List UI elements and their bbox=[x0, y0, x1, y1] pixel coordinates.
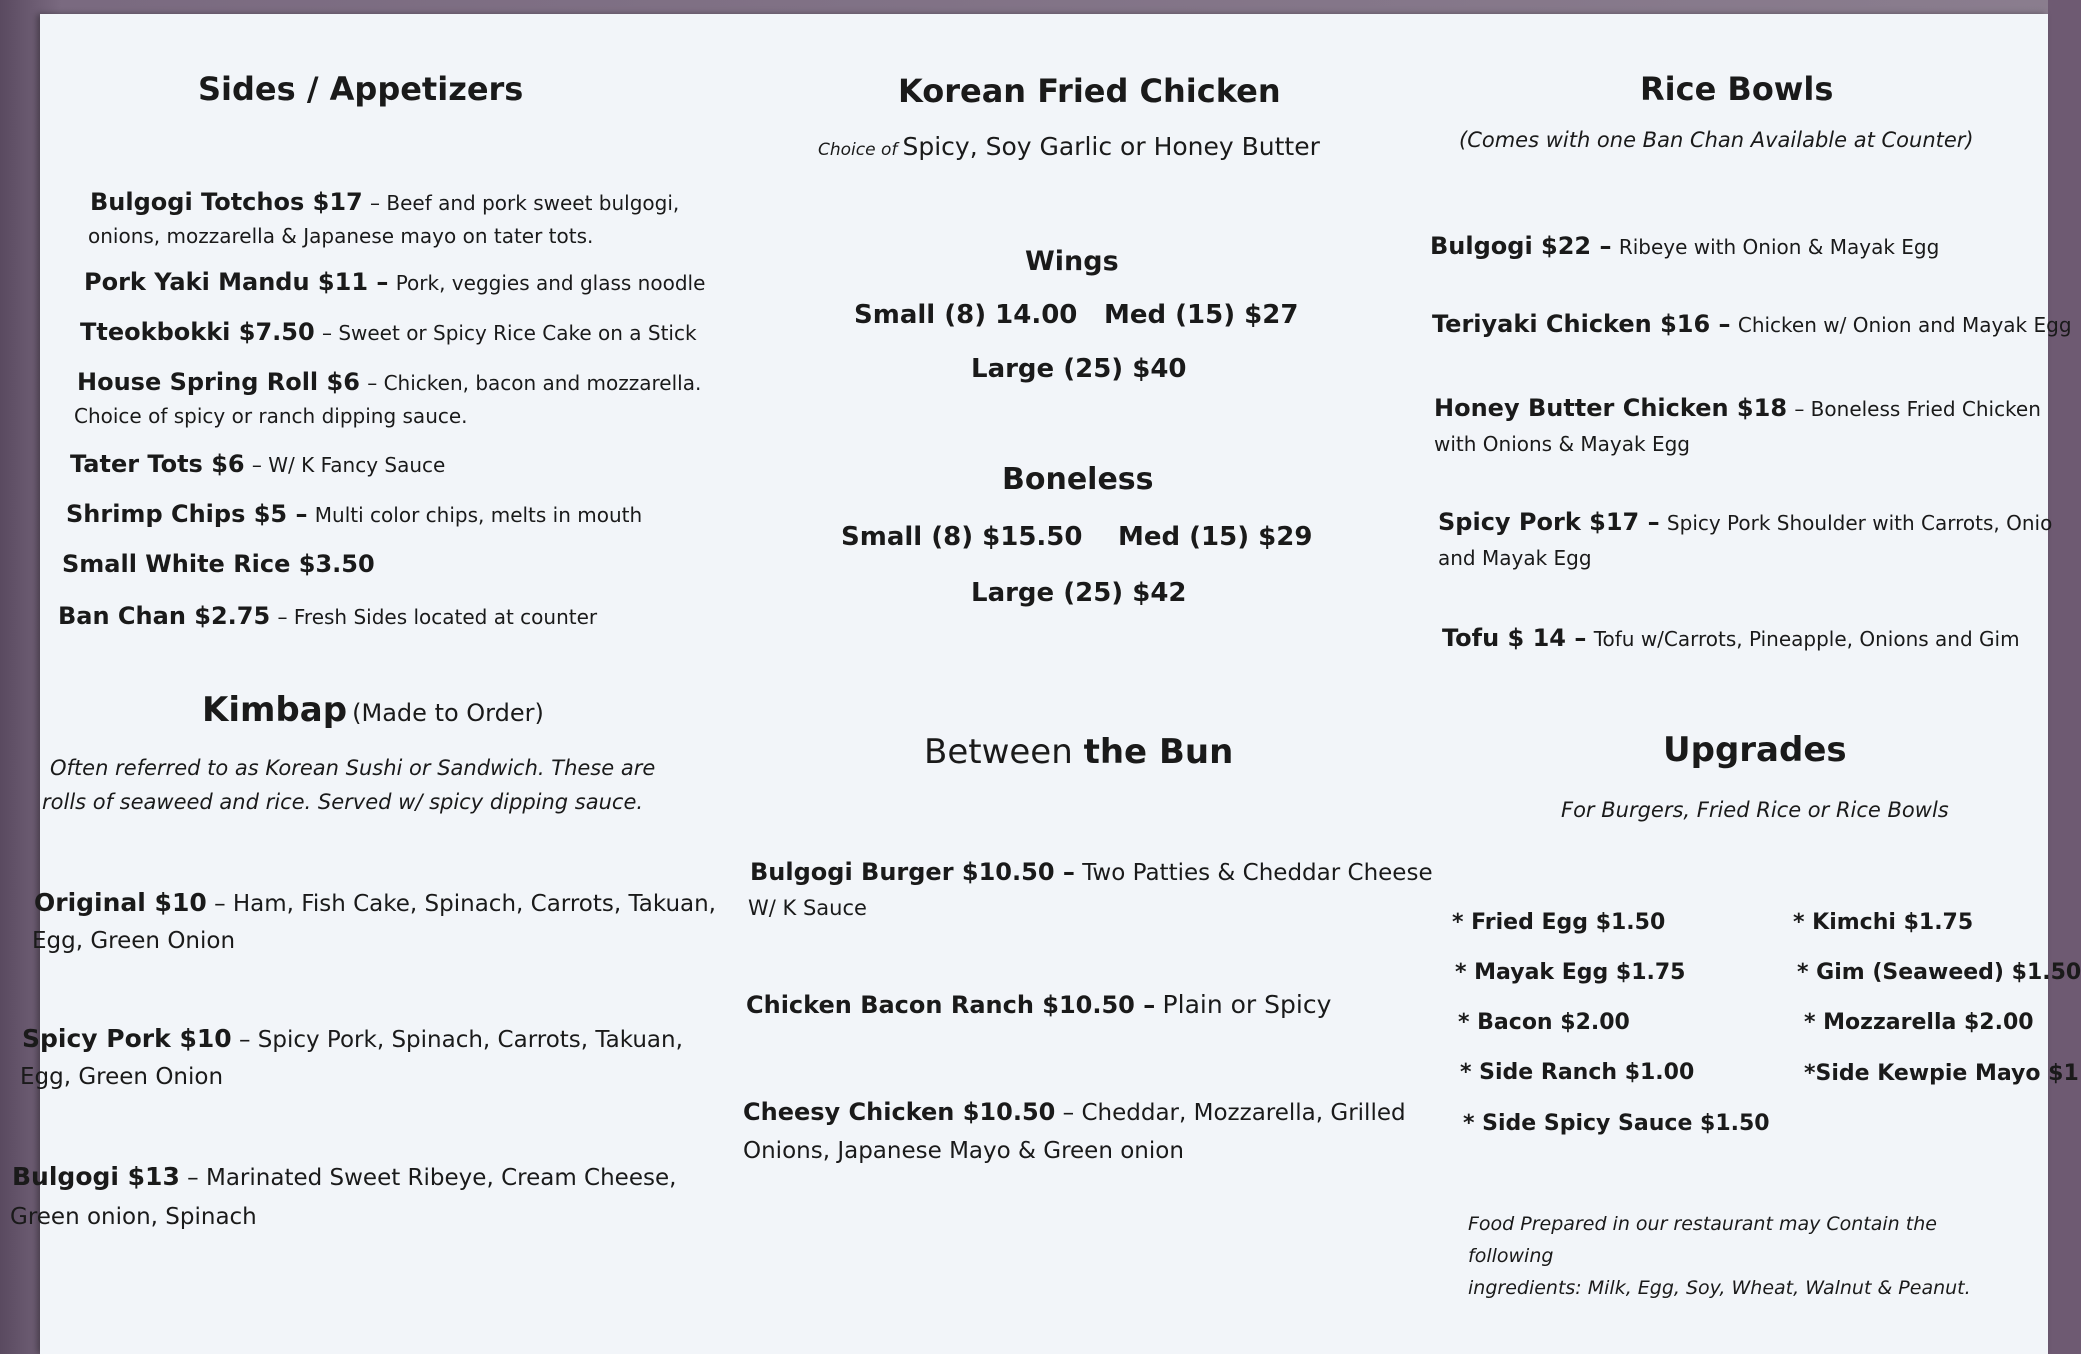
item-desc: Onions, Japanese Mayo & Green onion bbox=[743, 1138, 1184, 1164]
upgrade-item: * Gim (Seaweed) $1.50 bbox=[1797, 960, 2081, 985]
item-name: Bulgogi Totchos $17 bbox=[90, 188, 363, 216]
menu-item bbox=[90, 188, 679, 216]
rice-note: (Comes with one Ban Chan Available at Counter) bbox=[1459, 128, 1974, 152]
kimbap-note: rolls of seaweed and rice. Served w/ spicy dipping sauce. bbox=[42, 790, 644, 814]
item-desc: – W/ K Fancy Sauce bbox=[251, 453, 446, 477]
item-desc: – Boneless Fried Chicken bbox=[1794, 397, 2041, 421]
wings-large: Large (25) $40 bbox=[971, 354, 1187, 384]
wings-small: Small (8) 14.00 bbox=[854, 300, 1078, 330]
item-desc: – Spicy Pork, Spinach, Carrots, Takuan, bbox=[238, 1027, 683, 1053]
item-desc: Plain or Spicy bbox=[1162, 990, 1332, 1019]
allergen-note bbox=[1468, 1208, 2028, 1304]
menu-item bbox=[1442, 624, 2020, 652]
item-name: Ban Chan $2.75 bbox=[58, 602, 271, 630]
upgrade-item: * Side Spicy Sauce $1.50 bbox=[1463, 1111, 1770, 1136]
item-desc: and Mayak Egg bbox=[1438, 546, 1592, 570]
upgrade-item: * Kimchi $1.75 bbox=[1793, 910, 1974, 935]
menu-item bbox=[84, 268, 705, 296]
menu-item bbox=[1430, 232, 1939, 260]
item-name: Bulgogi Burger $10.50 – bbox=[750, 858, 1075, 886]
item-name: Honey Butter Chicken $18 bbox=[1434, 394, 1788, 422]
upgrade-item: * Side Ranch $1.00 bbox=[1460, 1060, 1695, 1085]
menu-item bbox=[750, 858, 1433, 886]
menu-item bbox=[743, 1098, 1406, 1126]
item-desc: Choice of spicy or ranch dipping sauce. bbox=[74, 404, 468, 428]
item-desc: – Fresh Sides located at counter bbox=[277, 605, 598, 629]
upgrades-note: For Burgers, Fried Rice or Rice Bowls bbox=[1561, 798, 1949, 822]
item-name: Tater Tots $6 bbox=[70, 450, 245, 478]
item-name: House Spring Roll $6 bbox=[77, 368, 360, 396]
menu-item bbox=[58, 602, 597, 630]
item-desc: W/ K Sauce bbox=[748, 896, 867, 920]
menu-item bbox=[1432, 310, 2072, 338]
upgrade-item: *Side Kewpie Mayo $1 bbox=[1804, 1061, 2079, 1086]
bun-title-b: the Bun bbox=[1083, 732, 1234, 772]
boneless-large: Large (25) $42 bbox=[971, 578, 1187, 608]
item-name: Teriyaki Chicken $16 – bbox=[1432, 310, 1731, 338]
item-name: Original $10 bbox=[34, 888, 207, 917]
item-name: Small White Rice $3.50 bbox=[62, 550, 375, 578]
item-name: Shrimp Chips $5 – bbox=[66, 500, 308, 528]
bun-title-a: Between bbox=[924, 732, 1073, 772]
item-desc: Egg, Green Onion bbox=[32, 928, 236, 954]
menu-item bbox=[77, 368, 701, 396]
upgrades-title: Upgrades bbox=[1663, 730, 1847, 770]
item-desc: Ribeye with Onion & Mayak Egg bbox=[1618, 235, 1940, 259]
item-desc: onions, mozzarella & Japanese mayo on tater tots. bbox=[88, 224, 594, 248]
menu-item bbox=[1438, 508, 2052, 536]
upgrade-item: * Mayak Egg $1.75 bbox=[1455, 960, 1686, 985]
choice-prefix: Choice of bbox=[818, 140, 898, 160]
menu-item bbox=[80, 318, 697, 346]
menu-item bbox=[12, 1162, 676, 1191]
chicken-title: Korean Fried Chicken bbox=[898, 72, 1281, 110]
wings-title: Wings bbox=[1025, 246, 1119, 277]
item-name: Tofu $ 14 – bbox=[1442, 624, 1587, 652]
rice-title: Rice Bowls bbox=[1640, 70, 1834, 108]
item-desc: Multi color chips, melts in mouth bbox=[314, 503, 643, 527]
item-desc: – Sweet or Spicy Rice Cake on a Stick bbox=[321, 321, 697, 345]
menu-item bbox=[1434, 394, 2041, 422]
item-name: Cheesy Chicken $10.50 bbox=[743, 1098, 1056, 1126]
item-name: Spicy Pork $17 – bbox=[1438, 508, 1660, 536]
item-name: Spicy Pork $10 bbox=[22, 1024, 232, 1053]
menu-item bbox=[34, 888, 716, 917]
item-desc: Chicken w/ Onion and Mayak Egg bbox=[1737, 313, 2072, 337]
boneless-med: Med (15) $29 bbox=[1118, 522, 1313, 552]
item-desc: Egg, Green Onion bbox=[20, 1064, 224, 1090]
item-desc: Green onion, Spinach bbox=[10, 1204, 257, 1230]
item-desc: – Beef and pork sweet bulgogi, bbox=[370, 191, 680, 215]
kimbap-heading bbox=[202, 690, 544, 730]
menu-item bbox=[62, 550, 375, 578]
item-name: Bulgogi $13 bbox=[12, 1162, 180, 1191]
item-desc: – Marinated Sweet Ribeye, Cream Cheese, bbox=[187, 1165, 677, 1191]
menu-item bbox=[22, 1024, 683, 1053]
kimbap-note: Often referred to as Korean Sushi or Sandwich. These are bbox=[50, 756, 656, 780]
kimbap-subtitle: (Made to Order) bbox=[352, 699, 544, 727]
kimbap-title: Kimbap bbox=[202, 690, 348, 730]
item-desc: Two Patties & Cheddar Cheese bbox=[1082, 860, 1433, 886]
item-name: Chicken Bacon Ranch $10.50 – bbox=[746, 991, 1156, 1019]
upgrade-item: * Mozzarella $2.00 bbox=[1804, 1010, 2034, 1035]
item-desc: – Chicken, bacon and mozzarella. bbox=[367, 371, 702, 395]
item-name: Tteokbokki $7.50 bbox=[80, 318, 315, 346]
allergen-line: Food Prepared in our restaurant may Contain the following bbox=[1468, 1213, 1937, 1267]
item-name: Bulgogi $22 – bbox=[1430, 232, 1612, 260]
menu-item bbox=[746, 990, 1331, 1019]
choice-text: Spicy, Soy Garlic or Honey Butter bbox=[902, 132, 1320, 161]
item-desc: Pork, veggies and glass noodle bbox=[395, 271, 706, 295]
item-desc: – Ham, Fish Cake, Spinach, Carrots, Takuan, bbox=[214, 891, 716, 917]
allergen-line: ingredients: Milk, Egg, Soy, Wheat, Walnut & Peanut. bbox=[1468, 1277, 1971, 1299]
menu-item bbox=[66, 500, 642, 528]
item-desc: Spicy Pork Shoulder with Carrots, Onio bbox=[1666, 511, 2053, 535]
upgrade-item: * Bacon $2.00 bbox=[1458, 1010, 1630, 1035]
boneless-title: Boneless bbox=[1002, 462, 1154, 497]
item-name: Pork Yaki Mandu $11 – bbox=[84, 268, 389, 296]
upgrade-item: * Fried Egg $1.50 bbox=[1452, 910, 1666, 935]
wings-med: Med (15) $27 bbox=[1104, 300, 1299, 330]
bun-title bbox=[924, 732, 1233, 772]
item-desc: – Cheddar, Mozzarella, Grilled bbox=[1062, 1100, 1406, 1126]
chicken-choice bbox=[818, 132, 1320, 161]
menu-item bbox=[70, 450, 445, 478]
boneless-small: Small (8) $15.50 bbox=[841, 522, 1083, 552]
item-desc: Tofu w/Carrots, Pineapple, Onions and Gim bbox=[1593, 627, 2020, 651]
item-desc: with Onions & Mayak Egg bbox=[1434, 432, 1690, 456]
sides-title: Sides / Appetizers bbox=[198, 70, 524, 108]
